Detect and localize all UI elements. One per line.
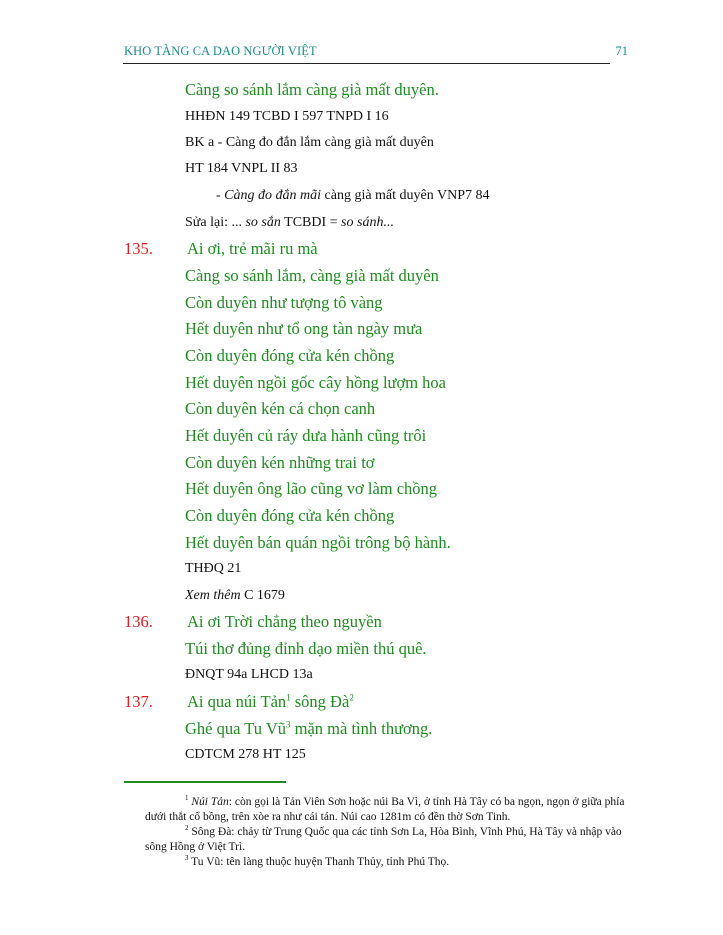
source-line: THĐQ 21 [185,561,242,576]
verse-line: Còn duyên như tượng tô vàng [185,293,383,312]
verse-line: Hết duyên củ ráy dưa hành cũng trôi [185,426,427,445]
footnote-ref: 3 [286,719,291,730]
entry-number: 137. [124,692,153,711]
footnote-ref: 1 [286,692,291,703]
footnote-ref: 2 [349,692,354,703]
source-line: CDTCM 278 HT 125 [185,747,306,762]
entry-number: 136. [124,612,153,631]
correction-line: Sửa lại: ... so sắn TCBDI = so sánh... [185,215,394,230]
verse-line: Hết duyên ông lão cũng vơ làm chồng [185,479,438,498]
footnote-3: $^3$ Tu Vũ: tên làng thuộc huyện Thanh Thủy, tỉnh Phú Thọ. [185,854,450,868]
verse-line: Ai qua núi Tản$^1$ sông $Đà^2$ [187,692,354,711]
source-line: HT 184 VNPL II 83 [185,161,298,176]
footnote-1: $^1$ Núi Tản: còn gọi là Tản Viên Sơn hoặc núi Ba Vì, ở tỉnh Hà Tây có ba ngọn, ngọn ở giữa phía dưới thắt cổ bồng, trên xòe ra như cái tán. Núi cao 1281m có đền thờ Sơn Tinh. [145,794,625,823]
footnote-2: $^2$ Sông Đà: chảy từ Trung Quốc qua các tỉnh Sơn La, Hòa Bình, Vĩnh Phú, Hà Tây và nhập vào sông Hồng ở Việt Trì. [145,824,622,853]
verse-line: Ai ơi Trời chẳng theo nguyền [187,612,382,631]
running-header-title: KHO TÀNG CA DAO NGƯỜI VIỆT [124,44,317,58]
source-line: HHĐN 149 TCBD I 597 TNPD I 16 [185,109,389,124]
entry-number: 135. [124,239,153,258]
verse-line: Càng so sánh lắm, càng già mất duyên [185,266,439,285]
footnote-separator [124,781,286,783]
verse-line: Hết duyên ngồi gốc cây hồng lượm hoa [185,373,446,392]
see-also-line: Xem thêm C 1679 [185,588,285,603]
header-rule [123,63,610,64]
verse-line: Còn duyên đóng cửa kén chồng [185,506,395,525]
page-number: 71 [615,44,628,58]
verse-line: Càng so sánh lắm càng già mất duyên. [185,80,439,99]
verse-line: Còn duyên kén những trai tơ [185,453,375,472]
source-line: ĐNQT 94a LHCD 13a [185,667,313,682]
variant-line: - Càng đo đắn mãi càng già mất duyên VNP7 84 [216,188,490,203]
verse-line: Hết duyên như tổ ong tàn ngày mưa [185,319,423,338]
verse-line: Còn duyên đóng cửa kén chồng [185,346,395,365]
verse-line: Còn duyên kén cá chọn canh [185,399,376,418]
verse-line: Ghé qua Tu $Vũ^3$ mặn mà tình thương. [185,719,433,738]
variant-line: BK a - Càng đo đắn lắm càng già mất duyên [185,135,434,150]
verse-line: Túi thơ đủng đỉnh dạo miền thú quê. [185,639,427,658]
verse-line: Ai ơi, trẻ mãi ru mà [187,239,318,258]
verse-line: Hết duyên bán quán ngồi trông bộ hành. [185,533,451,552]
